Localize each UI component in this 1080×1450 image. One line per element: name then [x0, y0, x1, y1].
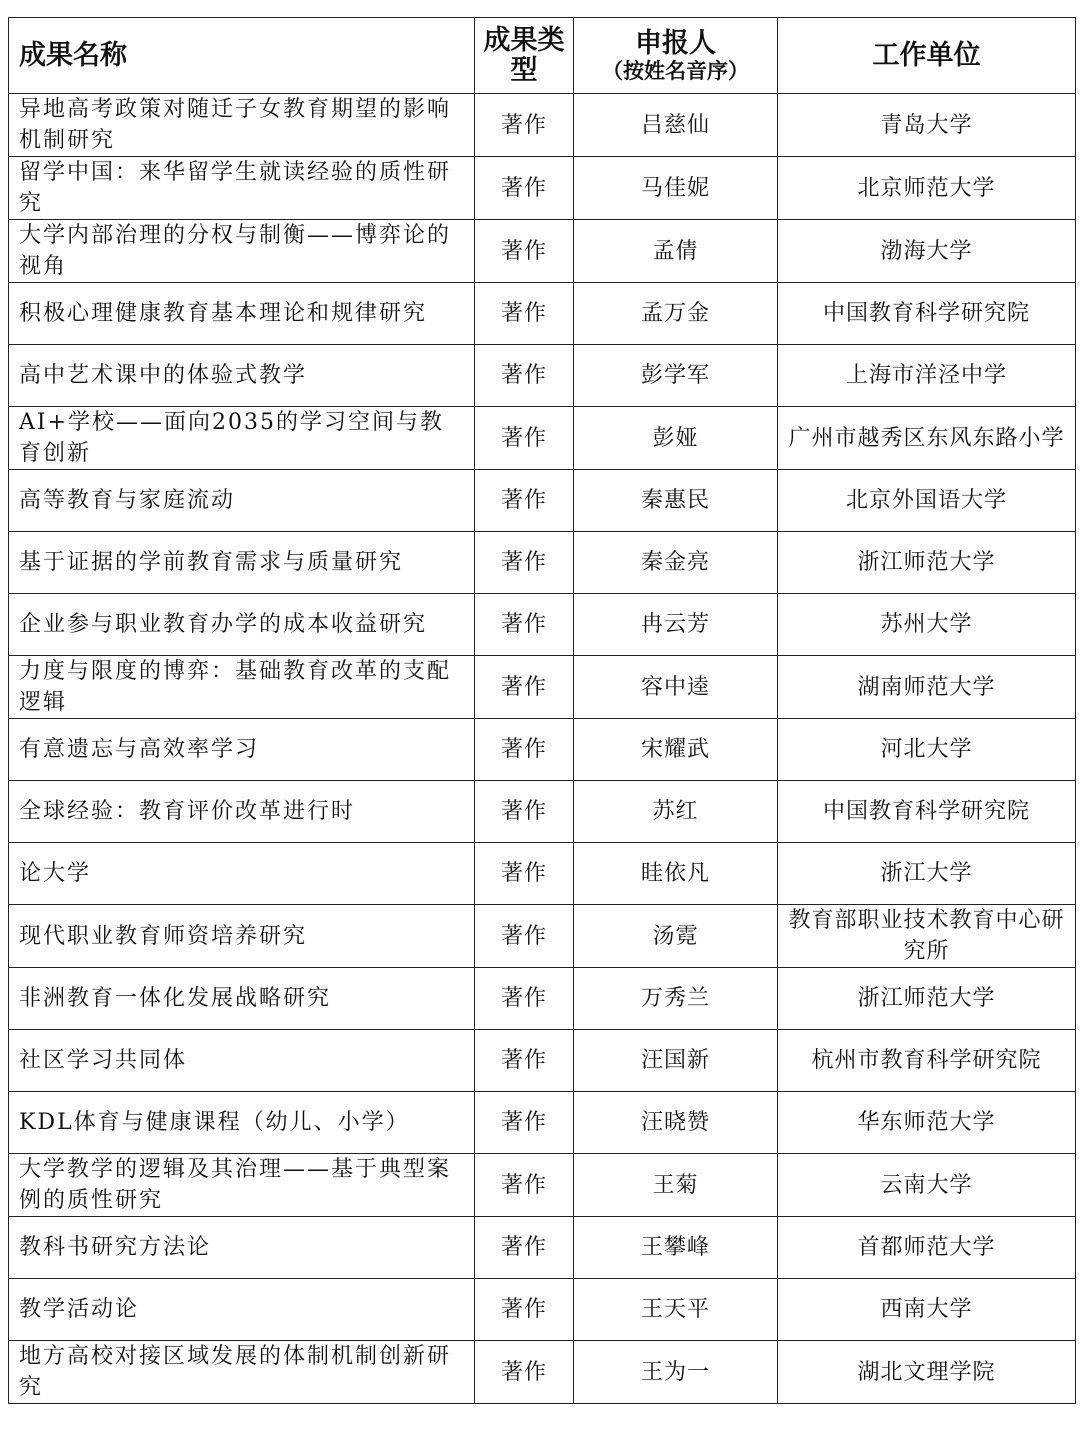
cell-name: 全球经验：教育评价改革进行时	[9, 781, 475, 843]
table-row	[9, 532, 1076, 594]
cell-org: 河北大学	[778, 719, 1076, 781]
cell-applicant: 王天平	[574, 1279, 778, 1341]
cell-applicant: 吕慈仙	[574, 94, 778, 157]
cell-type: 著作	[475, 656, 574, 719]
cell-applicant: 彭学军	[574, 345, 778, 407]
table-row	[9, 719, 1076, 781]
cell-type: 著作	[475, 594, 574, 656]
cell-name: 积极心理健康教育基本理论和规律研究	[9, 283, 475, 345]
cell-org: 青岛大学	[778, 94, 1076, 157]
cell-org: 西南大学	[778, 1279, 1076, 1341]
header-name: 成果名称	[9, 18, 475, 94]
cell-org: 浙江大学	[778, 843, 1076, 905]
cell-applicant: 秦惠民	[574, 470, 778, 532]
cell-name: 基于证据的学前教育需求与质量研究	[9, 532, 475, 594]
table-row	[9, 283, 1076, 345]
cell-applicant: 冉云芳	[574, 594, 778, 656]
achievements-table	[8, 17, 1076, 1404]
cell-name: 有意遗忘与高效率学习	[9, 719, 475, 781]
table-body	[9, 94, 1076, 1404]
table-row	[9, 1030, 1076, 1092]
cell-name: 现代职业教育师资培养研究	[9, 905, 475, 968]
cell-name: 教科书研究方法论	[9, 1217, 475, 1279]
cell-name: 非洲教育一体化发展战略研究	[9, 968, 475, 1030]
cell-name: 大学教学的逻辑及其治理——基于典型案例的质性研究	[9, 1154, 475, 1217]
cell-name: 企业参与职业教育办学的成本收益研究	[9, 594, 475, 656]
header-applicant	[574, 18, 778, 94]
cell-type: 著作	[475, 781, 574, 843]
cell-org: 中国教育科学研究院	[778, 283, 1076, 345]
cell-name: 大学内部治理的分权与制衡——博弈论的视角	[9, 220, 475, 283]
header-applicant-label: 申报人	[635, 27, 716, 59]
cell-name: 教学活动论	[9, 1279, 475, 1341]
cell-applicant: 彭娅	[574, 407, 778, 470]
table-row	[9, 94, 1076, 157]
header-org: 工作单位	[778, 18, 1076, 94]
cell-type: 著作	[475, 345, 574, 407]
cell-type: 著作	[475, 283, 574, 345]
cell-applicant: 宋耀武	[574, 719, 778, 781]
cell-org: 渤海大学	[778, 220, 1076, 283]
cell-org: 湖北文理学院	[778, 1341, 1076, 1404]
cell-type: 著作	[475, 1030, 574, 1092]
cell-type: 著作	[475, 968, 574, 1030]
table-row	[9, 1341, 1076, 1404]
cell-org: 湖南师范大学	[778, 656, 1076, 719]
table-header-row	[9, 18, 1076, 94]
cell-applicant: 王攀峰	[574, 1217, 778, 1279]
cell-org: 杭州市教育科学研究院	[778, 1030, 1076, 1092]
cell-applicant: 汤霓	[574, 905, 778, 968]
cell-applicant: 秦金亮	[574, 532, 778, 594]
cell-name: 力度与限度的博弈：基础教育改革的支配逻辑	[9, 656, 475, 719]
cell-name: AI+学校——面向2035的学习空间与教育创新	[9, 407, 475, 470]
table-row	[9, 157, 1076, 220]
cell-applicant: 王为一	[574, 1341, 778, 1404]
cell-type: 著作	[475, 1341, 574, 1404]
table-row	[9, 1279, 1076, 1341]
cell-type: 著作	[475, 905, 574, 968]
cell-org: 华东师范大学	[778, 1092, 1076, 1154]
cell-type: 著作	[475, 470, 574, 532]
table-row	[9, 220, 1076, 283]
cell-org: 云南大学	[778, 1154, 1076, 1217]
cell-name: 社区学习共同体	[9, 1030, 475, 1092]
table-row	[9, 905, 1076, 968]
cell-org: 苏州大学	[778, 594, 1076, 656]
cell-type: 著作	[475, 1217, 574, 1279]
cell-org: 首都师范大学	[778, 1217, 1076, 1279]
cell-applicant: 苏红	[574, 781, 778, 843]
cell-name: 地方高校对接区域发展的体制机制创新研究	[9, 1341, 475, 1404]
cell-type: 著作	[475, 532, 574, 594]
cell-applicant: 孟万金	[574, 283, 778, 345]
header-applicant-note: （按姓名音序）	[602, 57, 749, 83]
cell-org: 教育部职业技术教育中心研究所	[778, 905, 1076, 968]
cell-name: 高等教育与家庭流动	[9, 470, 475, 532]
table-row	[9, 843, 1076, 905]
cell-type: 著作	[475, 157, 574, 220]
cell-applicant: 眭依凡	[574, 843, 778, 905]
cell-type: 著作	[475, 843, 574, 905]
table-row	[9, 407, 1076, 470]
cell-type: 著作	[475, 1092, 574, 1154]
table-row	[9, 470, 1076, 532]
table-row	[9, 656, 1076, 719]
cell-org: 浙江师范大学	[778, 532, 1076, 594]
cell-type: 著作	[475, 1154, 574, 1217]
cell-name: 异地高考政策对随迁子女教育期望的影响机制研究	[9, 94, 475, 157]
table-row	[9, 781, 1076, 843]
cell-applicant: 汪国新	[574, 1030, 778, 1092]
table-row	[9, 345, 1076, 407]
cell-applicant: 万秀兰	[574, 968, 778, 1030]
table-row	[9, 1154, 1076, 1217]
table-row	[9, 968, 1076, 1030]
cell-name: 论大学	[9, 843, 475, 905]
table-row	[9, 1217, 1076, 1279]
cell-org: 中国教育科学研究院	[778, 781, 1076, 843]
header-type: 成果类型	[475, 18, 574, 94]
cell-type: 著作	[475, 94, 574, 157]
cell-org: 北京师范大学	[778, 157, 1076, 220]
cell-applicant: 汪晓赞	[574, 1092, 778, 1154]
cell-type: 著作	[475, 407, 574, 470]
cell-org: 广州市越秀区东风东路小学	[778, 407, 1076, 470]
cell-applicant: 马佳妮	[574, 157, 778, 220]
cell-name: KDL体育与健康课程（幼儿、小学）	[9, 1092, 475, 1154]
cell-org: 上海市洋泾中学	[778, 345, 1076, 407]
cell-applicant: 王菊	[574, 1154, 778, 1217]
cell-type: 著作	[475, 220, 574, 283]
cell-name: 高中艺术课中的体验式教学	[9, 345, 475, 407]
table-row	[9, 594, 1076, 656]
cell-name: 留学中国：来华留学生就读经验的质性研究	[9, 157, 475, 220]
cell-applicant: 容中逵	[574, 656, 778, 719]
cell-org: 北京外国语大学	[778, 470, 1076, 532]
cell-applicant: 孟倩	[574, 220, 778, 283]
cell-type: 著作	[475, 1279, 574, 1341]
cell-org: 浙江师范大学	[778, 968, 1076, 1030]
table-row	[9, 1092, 1076, 1154]
cell-type: 著作	[475, 719, 574, 781]
